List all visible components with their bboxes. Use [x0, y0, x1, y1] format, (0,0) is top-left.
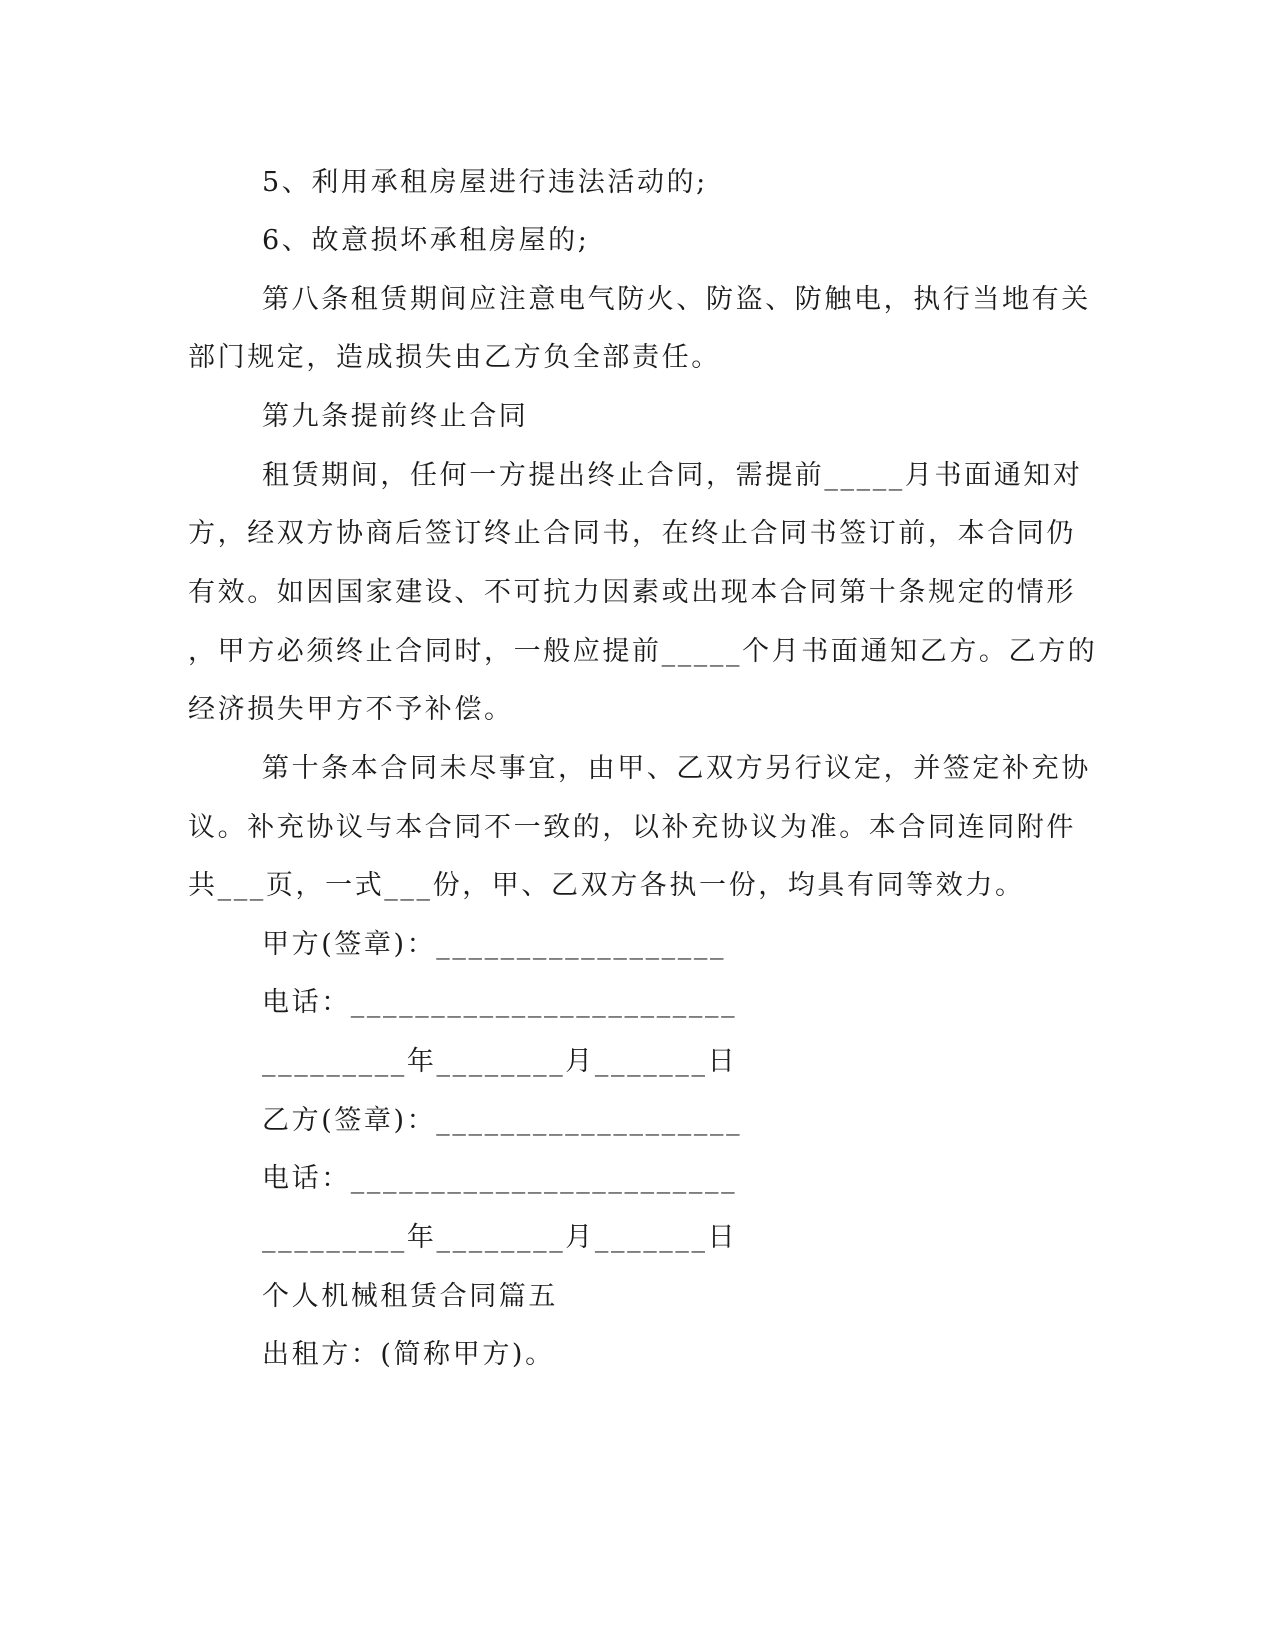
- article-10-line-3: 共___页，一式___份，甲、乙双方各执一份，均具有同等效力。: [188, 870, 1025, 901]
- article-8-line-1: 第八条租赁期间应注意电气防火、防盗、防触电，执行当地有关: [262, 284, 1091, 315]
- article-9-para-line-5: 经济损失甲方不予补偿。: [188, 694, 514, 725]
- article-9-para-line-1: 租赁期间，任何一方提出终止合同，需提前_____月书面通知对: [262, 460, 1083, 491]
- lessor-line: 出租方：(简称甲方)。: [262, 1339, 555, 1370]
- article-10-line-1: 第十条本合同未尽事宜，由甲、乙双方另行议定，并签定补充协: [262, 753, 1091, 784]
- party-b-date-line: _________年________月_______日: [262, 1222, 738, 1253]
- article-9-heading: 第九条提前终止合同: [262, 401, 529, 432]
- clause-item-6: 6、故意损坏承租房屋的;: [262, 225, 590, 256]
- article-8-line-2: 部门规定，造成损失由乙方负全部责任。: [188, 342, 721, 373]
- party-b-phone-line: 电话：________________________: [262, 1163, 738, 1194]
- party-b-signature-line: 乙方(签章)：___________________: [262, 1105, 743, 1136]
- clause-item-5: 5、利用承租房屋进行违法活动的;: [262, 167, 708, 198]
- party-a-phone-line: 电话：________________________: [262, 987, 738, 1018]
- party-a-date-line: _________年________月_______日: [262, 1046, 738, 1077]
- article-9-para-line-4: ，甲方必须终止合同时，一般应提前_____个月书面通知乙方。乙方的: [188, 636, 1098, 667]
- article-10-line-2: 议。补充协议与本合同不一致的，以补充协议为准。本合同连同附件: [188, 812, 1076, 843]
- party-a-signature-line: 甲方(签章)：__________________: [262, 929, 727, 960]
- article-9-para-line-3: 有效。如因国家建设、不可抗力因素或出现本合同第十条规定的情形: [188, 577, 1076, 608]
- article-9-para-line-2: 方，经双方协商后签订终止合同书，在终止合同书签订前，本合同仍: [188, 518, 1076, 549]
- section-heading: 个人机械租赁合同篇五: [262, 1281, 558, 1312]
